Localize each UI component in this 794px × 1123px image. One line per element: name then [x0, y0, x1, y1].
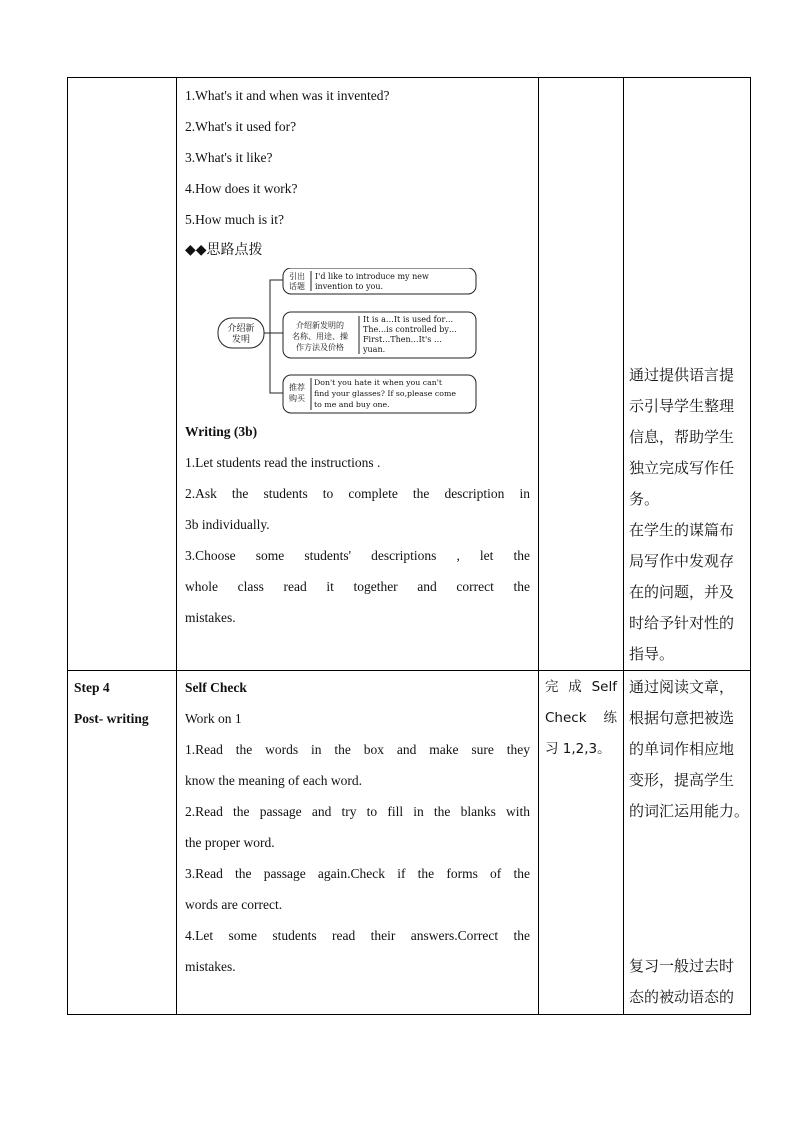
writing-line-2: 2.Ask the students to complete the description in — [185, 486, 530, 501]
writing-title: Writing (3b) — [185, 424, 258, 439]
box2-tag-3: 作方法及价格 — [296, 343, 344, 352]
purpose-line: 的单词作相应地 — [629, 740, 735, 758]
step-title: Step 4 — [74, 680, 110, 695]
procedure-line: 2.Read the passage and try to fill in the blanks with — [185, 804, 530, 819]
center-label-1: 介绍新 — [227, 324, 255, 334]
box3-tag-1: 推荐 — [289, 383, 305, 392]
box2-text-4: yuan. — [363, 345, 386, 354]
idea-diagram-svg — [215, 268, 515, 424]
purpose-line: 务。 — [629, 490, 660, 508]
purpose-line: 复习一般过去时 — [629, 957, 735, 975]
section-title: Self Check — [185, 680, 247, 695]
work-on-line: Work on 1 — [185, 711, 242, 726]
purpose-line: 通过阅读文章， — [629, 678, 735, 696]
purpose-line: 态的被动语态的 — [629, 988, 735, 1006]
purpose-cell — [624, 671, 751, 1015]
purpose-line: 局写作中发观存 — [629, 552, 735, 570]
box2-tag-1: 介绍新发明的 — [296, 321, 344, 330]
procedure-line: the proper word. — [185, 835, 275, 850]
purpose-line: 根据句意把被选 — [629, 709, 735, 727]
activity-line: 习 1,2,3。 — [545, 741, 611, 757]
procedure-cell — [177, 671, 539, 1015]
box2-text-1: It is a…It is used for… — [363, 315, 454, 324]
writing-line-6: mistakes. — [185, 610, 236, 625]
box1-text-2: invention to you. — [315, 282, 384, 291]
box2-text-3: First…Then…It's … — [363, 335, 442, 344]
question-1: 1.What's it and when was it invented? — [185, 88, 390, 103]
table-row — [68, 671, 751, 1015]
procedure-line: 3.Read the passage again.Check if the forms of the — [185, 866, 530, 881]
box3-text-1: Don't you hate it when you can't — [314, 378, 443, 387]
question-5: 5.How much is it? — [185, 212, 284, 227]
box2-tag-2: 名称、用途、操 — [292, 332, 348, 341]
procedure-line: 4.Let some students read their answers.Correct the — [185, 928, 530, 943]
box1-text-1: I'd like to introduce my new — [315, 272, 429, 281]
box2-text-2: The…is controlled by… — [363, 325, 457, 334]
activity-cell — [539, 671, 624, 1015]
purpose-line: 在的问题，并及 — [629, 583, 735, 601]
purpose-line: 变形，提高学生 — [629, 771, 735, 789]
purpose-line: 时给予针对性的 — [629, 614, 735, 632]
question-4: 4.How does it work? — [185, 181, 298, 196]
writing-line-3: 3b individually. — [185, 517, 270, 532]
center-label-2: 发明 — [231, 335, 251, 345]
purpose-line: 信息，帮助学生 — [629, 428, 735, 446]
step-subtitle: Post- writing — [74, 711, 149, 726]
table-row — [68, 78, 751, 671]
procedure-line: words are correct. — [185, 897, 283, 912]
procedure-line: 1.Read the words in the box and make sure they — [185, 742, 530, 757]
writing-line-1: 1.Let students read the instructions . — [185, 455, 381, 470]
step-cell-empty — [68, 78, 177, 671]
purpose-line: 通过提供语言提 — [629, 366, 735, 384]
procedure-cell — [177, 78, 539, 671]
idea-diagram — [185, 266, 530, 416]
activity-text — [539, 672, 623, 765]
writing-line-4: 3.Choose some students' descriptions , let the — [185, 548, 530, 563]
purpose-line: 指导。 — [629, 645, 675, 663]
writing-line-5: whole class read it together and correct the — [185, 579, 530, 594]
purpose-line: 的词汇运用能力。 — [629, 802, 750, 820]
step-cell — [68, 671, 177, 1015]
purpose-cell — [624, 78, 751, 671]
box3-text-3: to me and buy one. — [314, 400, 390, 409]
question-3: 3.What's it like? — [185, 150, 273, 165]
activity-cell-empty — [539, 78, 624, 671]
activity-line: 完 成 Self — [545, 679, 617, 695]
purpose-line: 在学生的谋篇布 — [629, 521, 735, 539]
procedure-line: mistakes. — [185, 959, 236, 974]
question-2: 2.What's it used for? — [185, 119, 297, 134]
box3-text-2: find your glasses? If so,please come — [314, 389, 456, 398]
purpose-line: 独立完成写作任 — [629, 459, 735, 477]
procedure-line: know the meaning of each word. — [185, 773, 362, 788]
activity-line: Check 练 — [545, 710, 617, 726]
lesson-plan-table — [67, 77, 751, 1015]
box1-tag-2: 话题 — [289, 282, 305, 291]
box3-tag-2: 购买 — [289, 394, 305, 403]
connector-lines — [264, 280, 283, 393]
box1-tag-1: 引出 — [289, 272, 305, 281]
tip-title: ◆◆思路点拨 — [185, 242, 263, 258]
purpose-line: 示引导学生整理 — [629, 397, 735, 415]
